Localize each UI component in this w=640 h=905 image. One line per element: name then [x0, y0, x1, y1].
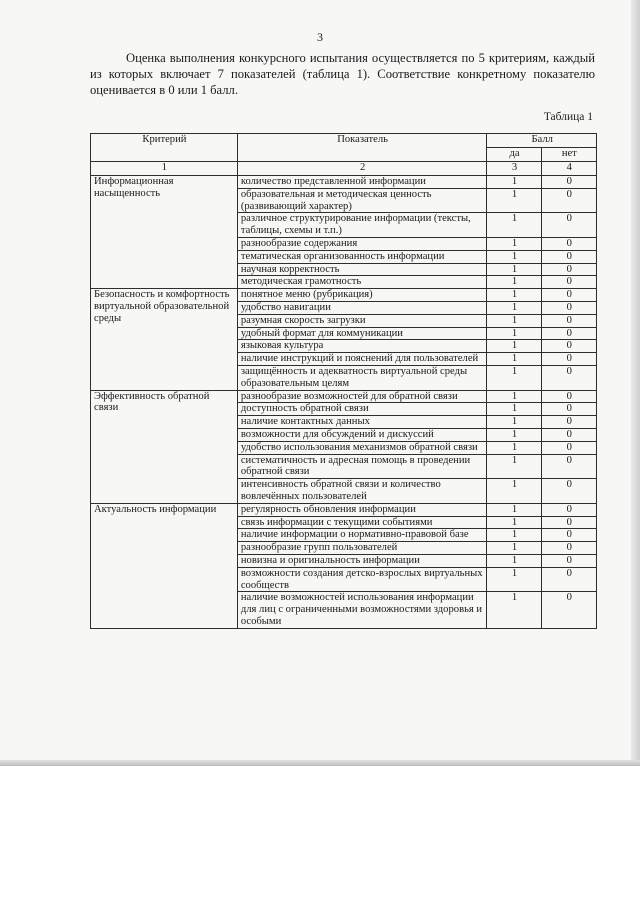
header-indicator: Показатель	[237, 134, 486, 162]
score-yes-cell: 1	[487, 428, 541, 441]
indicator-cell: разнообразие содержания	[237, 237, 486, 250]
score-no-cell: 0	[541, 454, 596, 479]
indicator-cell: регулярность обновления информации	[237, 503, 486, 516]
indicator-cell: удобство использования механизмов обратной связи	[237, 441, 486, 454]
score-no-cell: 0	[541, 390, 596, 403]
score-yes-cell: 1	[487, 592, 541, 628]
table-row	[91, 289, 597, 302]
score-yes-cell: 1	[487, 390, 541, 403]
indicator-cell: наличие информации о нормативно-правовой базе	[237, 529, 486, 542]
indicator-cell: количество представленной информации	[237, 176, 486, 189]
column-number-4: 4	[541, 162, 596, 176]
score-no-cell: 0	[541, 237, 596, 250]
score-yes-cell: 1	[487, 529, 541, 542]
header-criterion: Критерий	[91, 134, 238, 162]
indicator-cell: тематическая организованность информации	[237, 250, 486, 263]
score-yes-cell: 1	[487, 365, 541, 390]
indicator-cell: языковая культура	[237, 340, 486, 353]
score-yes-cell: 1	[487, 403, 541, 416]
score-yes-cell: 1	[487, 314, 541, 327]
score-no-cell: 0	[541, 529, 596, 542]
score-yes-cell: 1	[487, 340, 541, 353]
indicator-cell: наличие возможностей использования информации для лиц с ограниченными возможностями здоровья и особыми	[237, 592, 486, 628]
score-no-cell: 0	[541, 327, 596, 340]
intro-paragraph: Оценка выполнения конкурсного испытания осуществляется по 5 критериям, каждый из которых включает 7 показателей (таблица 1). Соответствие конкретному показателю оценивается в 0 или 1 балл.	[90, 51, 595, 97]
score-yes-cell: 1	[487, 263, 541, 276]
indicator-cell: разнообразие групп пользователей	[237, 542, 486, 555]
column-number-3: 3	[487, 162, 541, 176]
score-no-cell: 0	[541, 441, 596, 454]
score-yes-cell: 1	[487, 176, 541, 189]
indicator-cell: наличие контактных данных	[237, 416, 486, 429]
criterion-cell: Эффективность обратной связи	[91, 390, 238, 503]
indicator-cell: связь информации с текущими событиями	[237, 516, 486, 529]
indicator-cell: доступность обратной связи	[237, 403, 486, 416]
indicator-cell: удобный формат для коммуникации	[237, 327, 486, 340]
score-no-cell: 0	[541, 554, 596, 567]
score-no-cell: 0	[541, 340, 596, 353]
score-no-cell: 0	[541, 416, 596, 429]
score-no-cell: 0	[541, 301, 596, 314]
header-score: Балл	[487, 134, 597, 148]
indicator-cell: защищённость и адекватность виртуальной среды образовательным целям	[237, 365, 486, 390]
indicator-cell: возможности создания детско-взрослых виртуальных сообществ	[237, 567, 486, 592]
indicator-cell: возможности для обсуждений и дискуссий	[237, 428, 486, 441]
page-number: 3	[317, 30, 323, 44]
score-yes-cell: 1	[487, 542, 541, 555]
indicator-cell: разумная скорость загрузки	[237, 314, 486, 327]
page-bottom-shadow	[0, 760, 640, 765]
score-yes-cell: 1	[487, 237, 541, 250]
score-no-cell: 0	[541, 314, 596, 327]
indicator-cell: методическая грамотность	[237, 276, 486, 289]
table-row	[91, 390, 597, 403]
score-no-cell: 0	[541, 213, 596, 238]
score-no-cell: 0	[541, 263, 596, 276]
score-no-cell: 0	[541, 479, 596, 504]
indicator-cell: наличие инструкций и пояснений для пользователей	[237, 353, 486, 366]
indicator-cell: образовательная и методическая ценность (развивающий характер)	[237, 188, 486, 213]
score-no-cell: 0	[541, 289, 596, 302]
criterion-cell: Актуальность информации	[91, 503, 238, 628]
score-no-cell: 0	[541, 428, 596, 441]
column-number-1: 1	[91, 162, 238, 176]
score-yes-cell: 1	[487, 454, 541, 479]
score-no-cell: 0	[541, 403, 596, 416]
indicator-cell: удобство навигации	[237, 301, 486, 314]
header-no: нет	[541, 148, 596, 162]
score-yes-cell: 1	[487, 441, 541, 454]
score-yes-cell: 1	[487, 188, 541, 213]
score-yes-cell: 1	[487, 301, 541, 314]
score-yes-cell: 1	[487, 213, 541, 238]
page-edge-shadow	[631, 0, 640, 765]
score-yes-cell: 1	[487, 250, 541, 263]
score-no-cell: 0	[541, 188, 596, 213]
score-no-cell: 0	[541, 176, 596, 189]
score-yes-cell: 1	[487, 276, 541, 289]
column-number-2: 2	[237, 162, 486, 176]
indicator-cell: различное структурирование информации (тексты, таблицы, схемы и т.п.)	[237, 213, 486, 238]
indicator-cell: разнообразие возможностей для обратной связи	[237, 390, 486, 403]
criterion-cell: Безопасность и комфортность виртуальной образовательной среды	[91, 289, 238, 390]
criterion-cell: Информационная насыщенность	[91, 176, 238, 289]
indicator-cell: научная корректность	[237, 263, 486, 276]
table-row	[91, 176, 597, 189]
score-no-cell: 0	[541, 567, 596, 592]
criteria-table	[90, 133, 597, 629]
score-yes-cell: 1	[487, 327, 541, 340]
table-body	[91, 176, 597, 629]
table-row	[91, 503, 597, 516]
score-no-cell: 0	[541, 365, 596, 390]
score-no-cell: 0	[541, 353, 596, 366]
score-yes-cell: 1	[487, 479, 541, 504]
score-no-cell: 0	[541, 542, 596, 555]
score-yes-cell: 1	[487, 567, 541, 592]
score-yes-cell: 1	[487, 516, 541, 529]
score-yes-cell: 1	[487, 503, 541, 516]
header-yes: да	[487, 148, 541, 162]
indicator-cell: новизна и оригинальность информации	[237, 554, 486, 567]
indicator-cell: понятное меню (рубрикация)	[237, 289, 486, 302]
score-yes-cell: 1	[487, 289, 541, 302]
score-yes-cell: 1	[487, 353, 541, 366]
table-caption: Таблица 1	[543, 111, 593, 123]
indicator-cell: систематичность и адресная помощь в проведении обратной связи	[237, 454, 486, 479]
score-no-cell: 0	[541, 503, 596, 516]
score-no-cell: 0	[541, 250, 596, 263]
indicator-cell: интенсивность обратной связи и количество вовлечённых пользователей	[237, 479, 486, 504]
score-yes-cell: 1	[487, 416, 541, 429]
score-no-cell: 0	[541, 516, 596, 529]
score-no-cell: 0	[541, 592, 596, 628]
score-yes-cell: 1	[487, 554, 541, 567]
score-no-cell: 0	[541, 276, 596, 289]
